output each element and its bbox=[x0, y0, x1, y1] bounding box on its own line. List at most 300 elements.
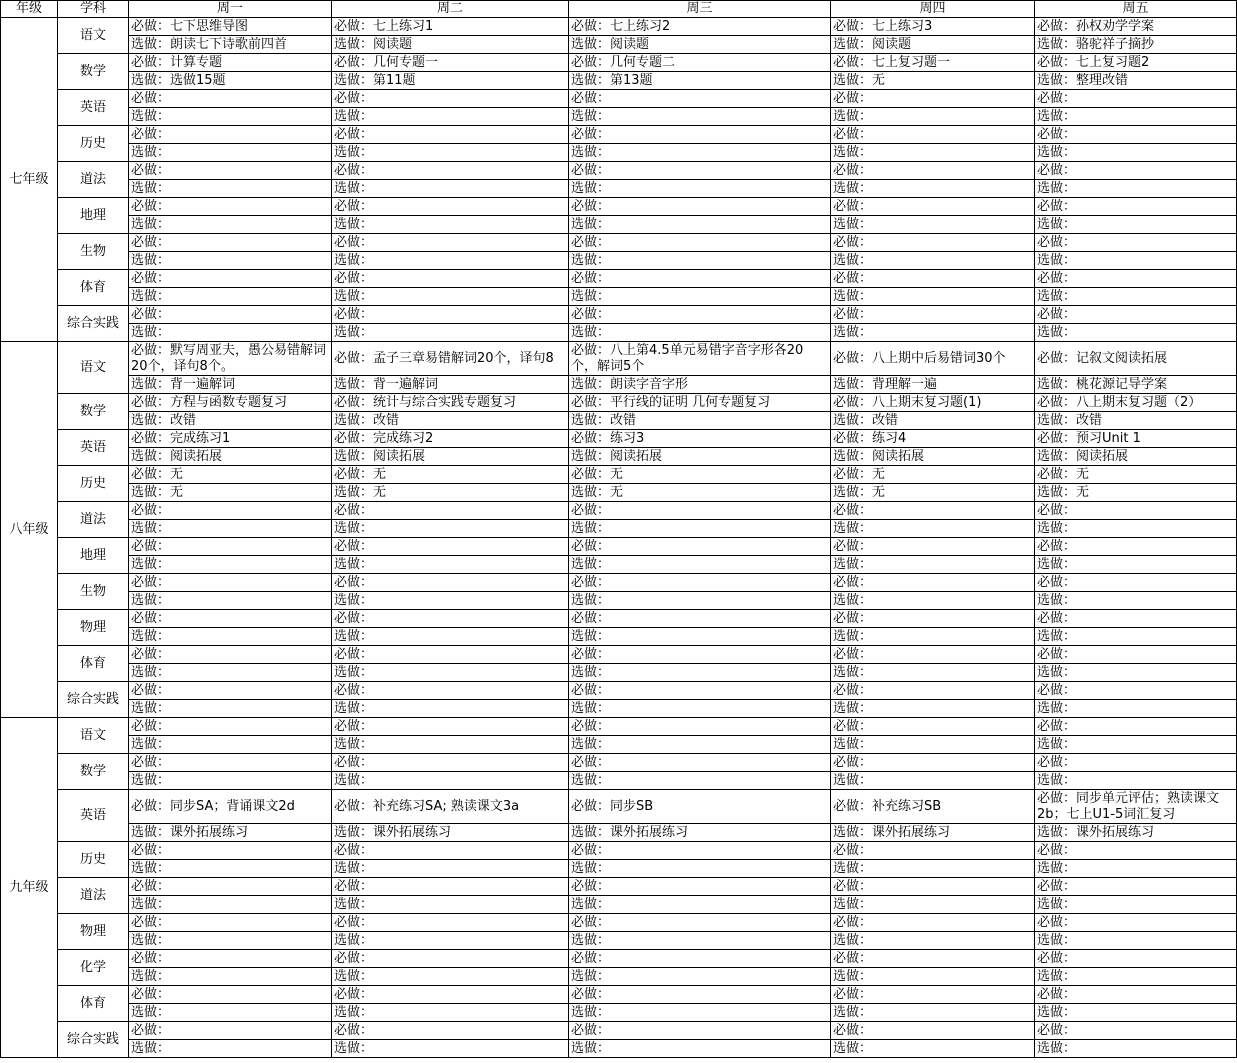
required-label: 必做： bbox=[571, 842, 611, 858]
optional-task-cell bbox=[332, 896, 569, 914]
required-task: 几何专题二 bbox=[610, 54, 676, 70]
required-task: 七上复习题一 bbox=[872, 54, 951, 70]
optional-task: 阅读拓展 bbox=[373, 448, 426, 464]
optional-label: 选做： bbox=[571, 144, 611, 160]
optional-label: 选做： bbox=[1037, 556, 1077, 572]
optional-task-cell bbox=[129, 968, 332, 986]
required-row bbox=[1, 430, 1237, 448]
optional-label: 选做： bbox=[1037, 252, 1077, 268]
optional-row bbox=[1, 324, 1237, 342]
required-task-cell bbox=[569, 1022, 831, 1040]
optional-task-cell bbox=[129, 772, 332, 790]
required-task: 七上练习2 bbox=[610, 18, 671, 34]
required-task-cell bbox=[1035, 270, 1237, 288]
optional-task-cell bbox=[129, 324, 332, 342]
subject-label: 语文 bbox=[58, 342, 129, 394]
required-task-cell bbox=[129, 718, 332, 736]
optional-label: 选做： bbox=[131, 252, 171, 268]
required-label: 必做： bbox=[334, 126, 374, 142]
required-label: 必做： bbox=[571, 682, 611, 698]
optional-task-cell bbox=[129, 700, 332, 718]
required-task-cell bbox=[831, 1022, 1035, 1040]
optional-label: 选做： bbox=[1037, 216, 1077, 232]
required-task-cell bbox=[569, 790, 831, 824]
required-task: 七上复习题2 bbox=[1076, 54, 1150, 70]
optional-row bbox=[1, 412, 1237, 430]
required-task-cell bbox=[1035, 986, 1237, 1004]
required-label: 必做： bbox=[334, 842, 374, 858]
optional-label: 选做： bbox=[571, 376, 611, 392]
optional-task: 课外拓展练习 bbox=[373, 824, 452, 840]
optional-label: 选做： bbox=[1037, 484, 1077, 500]
required-label: 必做： bbox=[833, 682, 873, 698]
optional-task-cell bbox=[332, 736, 569, 754]
optional-label: 选做： bbox=[833, 288, 873, 304]
optional-task-cell bbox=[129, 592, 332, 610]
required-row bbox=[1, 342, 1237, 376]
required-task: 孙权劝学学案 bbox=[1076, 18, 1155, 34]
required-label: 必做： bbox=[571, 18, 611, 34]
required-label: 必做： bbox=[334, 646, 374, 662]
optional-label: 选做： bbox=[571, 520, 611, 536]
required-label: 必做： bbox=[334, 270, 374, 286]
optional-task-cell bbox=[831, 1040, 1035, 1058]
required-row bbox=[1, 198, 1237, 216]
optional-label: 选做： bbox=[833, 736, 873, 752]
required-label: 必做： bbox=[833, 466, 873, 482]
optional-row bbox=[1, 36, 1237, 54]
optional-task-cell bbox=[831, 968, 1035, 986]
optional-task-cell bbox=[569, 520, 831, 538]
subject-label: 数学 bbox=[58, 754, 129, 790]
optional-label: 选做： bbox=[334, 772, 374, 788]
required-task-cell bbox=[569, 878, 831, 896]
required-task-cell bbox=[1035, 610, 1237, 628]
optional-task-cell bbox=[332, 412, 569, 430]
required-task-cell bbox=[569, 574, 831, 592]
optional-row bbox=[1, 860, 1237, 878]
subject-label: 综合实践 bbox=[58, 1022, 129, 1058]
optional-label: 选做： bbox=[334, 180, 374, 196]
required-task: 同步单元评估；熟读课文2b；七上U1-5词汇复习 bbox=[1037, 790, 1220, 822]
optional-task-cell bbox=[129, 448, 332, 466]
required-task-cell bbox=[332, 430, 569, 448]
required-task-cell bbox=[332, 234, 569, 252]
optional-label: 选做： bbox=[833, 108, 873, 124]
subject-label: 化学 bbox=[58, 950, 129, 986]
required-label: 必做： bbox=[1037, 1022, 1077, 1038]
grade-label: 七年级 bbox=[1, 18, 58, 342]
optional-task: 课外拓展练习 bbox=[1076, 824, 1155, 840]
required-task-cell bbox=[332, 878, 569, 896]
optional-label: 选做： bbox=[131, 700, 171, 716]
required-label: 必做： bbox=[571, 986, 611, 1002]
required-label: 必做： bbox=[131, 162, 171, 178]
required-task-cell bbox=[332, 610, 569, 628]
required-label: 必做： bbox=[1037, 878, 1077, 894]
required-label: 必做： bbox=[833, 18, 873, 34]
required-label: 必做： bbox=[334, 754, 374, 770]
optional-label: 选做： bbox=[833, 216, 873, 232]
optional-task-cell bbox=[332, 288, 569, 306]
required-task-cell bbox=[129, 394, 332, 412]
optional-row bbox=[1, 252, 1237, 270]
optional-row bbox=[1, 448, 1237, 466]
optional-task-cell bbox=[831, 556, 1035, 574]
optional-task-cell bbox=[129, 1040, 332, 1058]
optional-task: 改错 bbox=[373, 412, 400, 428]
required-task-cell bbox=[129, 90, 332, 108]
optional-label: 选做： bbox=[571, 448, 611, 464]
optional-task: 第13题 bbox=[610, 72, 653, 88]
optional-task-cell bbox=[332, 448, 569, 466]
optional-label: 选做： bbox=[571, 72, 611, 88]
optional-label: 选做： bbox=[334, 448, 374, 464]
optional-task-cell bbox=[569, 664, 831, 682]
required-label: 必做： bbox=[131, 234, 171, 250]
required-task-cell bbox=[129, 270, 332, 288]
optional-label: 选做： bbox=[131, 144, 171, 160]
optional-task: 无 bbox=[610, 484, 624, 500]
optional-task-cell bbox=[332, 968, 569, 986]
required-task-cell bbox=[1035, 1022, 1237, 1040]
optional-task-cell bbox=[332, 1040, 569, 1058]
optional-label: 选做： bbox=[833, 1040, 873, 1056]
optional-label: 选做： bbox=[334, 144, 374, 160]
subject-label: 物理 bbox=[58, 610, 129, 646]
required-label: 必做： bbox=[131, 1022, 171, 1038]
optional-label: 选做： bbox=[571, 1004, 611, 1020]
required-task-cell bbox=[332, 574, 569, 592]
optional-task: 朗读七下诗歌前四首 bbox=[170, 36, 288, 52]
optional-task-cell bbox=[1035, 932, 1237, 950]
required-label: 必做： bbox=[334, 538, 374, 554]
optional-task-cell bbox=[831, 324, 1035, 342]
optional-task-cell bbox=[1035, 484, 1237, 502]
required-task-cell bbox=[569, 54, 831, 72]
optional-label: 选做： bbox=[571, 288, 611, 304]
optional-label: 选做： bbox=[334, 108, 374, 124]
optional-label: 选做： bbox=[131, 1004, 171, 1020]
required-label: 必做： bbox=[1037, 394, 1077, 410]
optional-task-cell bbox=[332, 144, 569, 162]
optional-row bbox=[1, 376, 1237, 394]
optional-task-cell bbox=[569, 700, 831, 718]
required-label: 必做： bbox=[1037, 646, 1077, 662]
optional-row bbox=[1, 968, 1237, 986]
required-label: 必做： bbox=[131, 718, 171, 734]
required-task-cell bbox=[129, 610, 332, 628]
required-task-cell bbox=[569, 162, 831, 180]
required-row bbox=[1, 682, 1237, 700]
required-task-cell bbox=[1035, 790, 1237, 824]
required-task: 预习Unit 1 bbox=[1076, 430, 1141, 446]
header-day: 周一 bbox=[129, 1, 332, 18]
required-label: 必做： bbox=[833, 234, 873, 250]
required-task-cell bbox=[569, 234, 831, 252]
optional-label: 选做： bbox=[131, 628, 171, 644]
required-task-cell bbox=[831, 306, 1035, 324]
required-task-cell bbox=[1035, 90, 1237, 108]
required-label: 必做： bbox=[1037, 682, 1077, 698]
optional-task-cell bbox=[1035, 36, 1237, 54]
required-task-cell bbox=[129, 54, 332, 72]
optional-label: 选做： bbox=[833, 412, 873, 428]
optional-task-cell bbox=[569, 860, 831, 878]
subject-label: 生物 bbox=[58, 234, 129, 270]
required-task: 完成练习2 bbox=[373, 430, 434, 446]
optional-label: 选做： bbox=[833, 520, 873, 536]
required-label: 必做： bbox=[571, 610, 611, 626]
header-row bbox=[1, 1, 1237, 18]
required-task-cell bbox=[831, 842, 1035, 860]
optional-row bbox=[1, 288, 1237, 306]
required-task-cell bbox=[129, 950, 332, 968]
required-task-cell bbox=[332, 646, 569, 664]
optional-label: 选做： bbox=[334, 484, 374, 500]
required-label: 必做： bbox=[571, 394, 611, 410]
optional-task-cell bbox=[332, 180, 569, 198]
required-task: 计算专题 bbox=[170, 54, 223, 70]
required-task: 补充练习SA; 熟读课文3a bbox=[373, 798, 520, 814]
required-label: 必做： bbox=[334, 718, 374, 734]
required-label: 必做： bbox=[1037, 842, 1077, 858]
required-label: 必做： bbox=[1037, 950, 1077, 966]
required-label: 必做： bbox=[131, 54, 171, 70]
required-task-cell bbox=[129, 18, 332, 36]
required-label: 必做： bbox=[833, 914, 873, 930]
required-task-cell bbox=[569, 754, 831, 772]
required-label: 必做： bbox=[131, 798, 171, 814]
required-label: 必做： bbox=[131, 18, 171, 34]
required-task: 八上第4.5单元易错字音字形各20个，解词5个 bbox=[571, 342, 804, 374]
required-label: 必做： bbox=[131, 914, 171, 930]
required-label: 必做： bbox=[833, 394, 873, 410]
required-label: 必做： bbox=[131, 842, 171, 858]
required-row bbox=[1, 790, 1237, 824]
optional-task-cell bbox=[1035, 1040, 1237, 1058]
optional-label: 选做： bbox=[1037, 736, 1077, 752]
optional-task-cell bbox=[1035, 736, 1237, 754]
required-task-cell bbox=[569, 718, 831, 736]
required-task-cell bbox=[569, 986, 831, 1004]
required-task: 八上期末复习题（2） bbox=[1076, 394, 1202, 410]
optional-task-cell bbox=[129, 36, 332, 54]
required-row bbox=[1, 538, 1237, 556]
optional-label: 选做： bbox=[131, 824, 171, 840]
required-label: 必做： bbox=[571, 198, 611, 214]
optional-label: 选做： bbox=[334, 376, 374, 392]
optional-row bbox=[1, 1040, 1237, 1058]
optional-label: 选做： bbox=[334, 628, 374, 644]
subject-label: 道法 bbox=[58, 502, 129, 538]
required-label: 必做： bbox=[833, 754, 873, 770]
required-label: 必做： bbox=[833, 950, 873, 966]
optional-task-cell bbox=[332, 628, 569, 646]
required-task-cell bbox=[569, 342, 831, 376]
required-label: 必做： bbox=[334, 610, 374, 626]
required-task-cell bbox=[569, 466, 831, 484]
required-label: 必做： bbox=[1037, 790, 1077, 806]
required-label: 必做： bbox=[131, 682, 171, 698]
required-task-cell bbox=[332, 986, 569, 1004]
required-task: 同步SA；背诵课文2d bbox=[170, 798, 295, 814]
subject-label: 物理 bbox=[58, 914, 129, 950]
optional-label: 选做： bbox=[1037, 664, 1077, 680]
required-label: 必做： bbox=[571, 54, 611, 70]
required-row bbox=[1, 54, 1237, 72]
subject-label: 英语 bbox=[58, 430, 129, 466]
optional-label: 选做： bbox=[334, 896, 374, 912]
required-task-cell bbox=[569, 18, 831, 36]
required-label: 必做： bbox=[571, 574, 611, 590]
optional-label: 选做： bbox=[334, 860, 374, 876]
required-task-cell bbox=[129, 842, 332, 860]
optional-label: 选做： bbox=[334, 592, 374, 608]
optional-label: 选做： bbox=[833, 896, 873, 912]
optional-task-cell bbox=[1035, 520, 1237, 538]
required-task-cell bbox=[831, 682, 1035, 700]
optional-task-cell bbox=[332, 36, 569, 54]
required-label: 必做： bbox=[334, 198, 374, 214]
required-task-cell bbox=[569, 430, 831, 448]
optional-label: 选做： bbox=[131, 324, 171, 340]
optional-task: 课外拓展练习 bbox=[170, 824, 249, 840]
optional-task-cell bbox=[831, 252, 1035, 270]
required-label: 必做： bbox=[334, 466, 374, 482]
required-label: 必做： bbox=[833, 986, 873, 1002]
optional-task: 阅读拓展 bbox=[1076, 448, 1129, 464]
optional-task-cell bbox=[1035, 180, 1237, 198]
required-task-cell bbox=[831, 574, 1035, 592]
required-label: 必做： bbox=[334, 90, 374, 106]
required-row bbox=[1, 986, 1237, 1004]
optional-row bbox=[1, 700, 1237, 718]
required-label: 必做： bbox=[571, 1022, 611, 1038]
optional-task: 选做15题 bbox=[170, 72, 226, 88]
required-label: 必做： bbox=[1037, 234, 1077, 250]
required-task: 无 bbox=[872, 466, 886, 482]
required-task: 七下思维导图 bbox=[170, 18, 249, 34]
optional-task-cell bbox=[569, 216, 831, 234]
optional-row bbox=[1, 664, 1237, 682]
optional-row bbox=[1, 592, 1237, 610]
required-label: 必做： bbox=[131, 754, 171, 770]
optional-label: 选做： bbox=[571, 252, 611, 268]
optional-label: 选做： bbox=[833, 324, 873, 340]
optional-label: 选做： bbox=[334, 324, 374, 340]
optional-label: 选做： bbox=[833, 36, 873, 52]
required-task-cell bbox=[332, 90, 569, 108]
optional-task-cell bbox=[129, 376, 332, 394]
optional-label: 选做： bbox=[131, 412, 171, 428]
required-label: 必做： bbox=[833, 538, 873, 554]
required-task-cell bbox=[332, 950, 569, 968]
subject-label: 综合实践 bbox=[58, 682, 129, 718]
optional-task: 背一遍解词 bbox=[170, 376, 236, 392]
optional-task-cell bbox=[332, 932, 569, 950]
optional-label: 选做： bbox=[334, 824, 374, 840]
optional-task-cell bbox=[129, 860, 332, 878]
optional-task-cell bbox=[569, 1040, 831, 1058]
required-label: 必做： bbox=[833, 718, 873, 734]
required-label: 必做： bbox=[571, 646, 611, 662]
required-task: 练习3 bbox=[610, 430, 645, 446]
optional-task-cell bbox=[129, 108, 332, 126]
required-task-cell bbox=[1035, 842, 1237, 860]
required-task-cell bbox=[332, 162, 569, 180]
required-task: 无 bbox=[170, 466, 184, 482]
required-label: 必做： bbox=[131, 502, 171, 518]
optional-label: 选做： bbox=[833, 860, 873, 876]
optional-task-cell bbox=[569, 72, 831, 90]
optional-task-cell bbox=[332, 520, 569, 538]
required-row bbox=[1, 306, 1237, 324]
optional-task: 第11题 bbox=[373, 72, 416, 88]
optional-task-cell bbox=[1035, 72, 1237, 90]
optional-task-cell bbox=[569, 484, 831, 502]
optional-task-cell bbox=[831, 144, 1035, 162]
required-task-cell bbox=[831, 342, 1035, 376]
optional-task-cell bbox=[129, 1004, 332, 1022]
optional-task-cell bbox=[569, 1004, 831, 1022]
optional-label: 选做： bbox=[1037, 412, 1077, 428]
optional-label: 选做： bbox=[833, 932, 873, 948]
required-label: 必做： bbox=[833, 574, 873, 590]
required-task: 七上练习3 bbox=[872, 18, 933, 34]
required-label: 必做： bbox=[1037, 538, 1077, 554]
optional-label: 选做： bbox=[1037, 700, 1077, 716]
required-label: 必做： bbox=[1037, 718, 1077, 734]
required-task-cell bbox=[1035, 54, 1237, 72]
required-label: 必做： bbox=[334, 1022, 374, 1038]
required-label: 必做： bbox=[1037, 54, 1077, 70]
required-label: 必做： bbox=[131, 126, 171, 142]
optional-label: 选做： bbox=[1037, 36, 1077, 52]
optional-task-cell bbox=[129, 252, 332, 270]
optional-task-cell bbox=[332, 824, 569, 842]
optional-label: 选做： bbox=[131, 664, 171, 680]
optional-label: 选做： bbox=[833, 72, 873, 88]
optional-task-cell bbox=[129, 664, 332, 682]
optional-task-cell bbox=[569, 592, 831, 610]
optional-label: 选做： bbox=[571, 860, 611, 876]
required-label: 必做： bbox=[1037, 198, 1077, 214]
required-label: 必做： bbox=[833, 306, 873, 322]
optional-label: 选做： bbox=[131, 592, 171, 608]
optional-row bbox=[1, 896, 1237, 914]
optional-label: 选做： bbox=[571, 700, 611, 716]
required-row bbox=[1, 878, 1237, 896]
optional-label: 选做： bbox=[131, 108, 171, 124]
required-label: 必做： bbox=[1037, 502, 1077, 518]
required-task-cell bbox=[569, 914, 831, 932]
optional-task-cell bbox=[569, 772, 831, 790]
optional-row bbox=[1, 556, 1237, 574]
required-label: 必做： bbox=[334, 502, 374, 518]
required-label: 必做： bbox=[131, 538, 171, 554]
optional-task-cell bbox=[1035, 324, 1237, 342]
header-day: 周五 bbox=[1035, 1, 1237, 18]
optional-task-cell bbox=[569, 288, 831, 306]
optional-task-cell bbox=[831, 1004, 1035, 1022]
required-label: 必做： bbox=[833, 878, 873, 894]
optional-task-cell bbox=[569, 824, 831, 842]
required-label: 必做： bbox=[571, 754, 611, 770]
required-task: 方程与函数专题复习 bbox=[170, 394, 288, 410]
required-task-cell bbox=[831, 610, 1035, 628]
required-label: 必做： bbox=[571, 90, 611, 106]
